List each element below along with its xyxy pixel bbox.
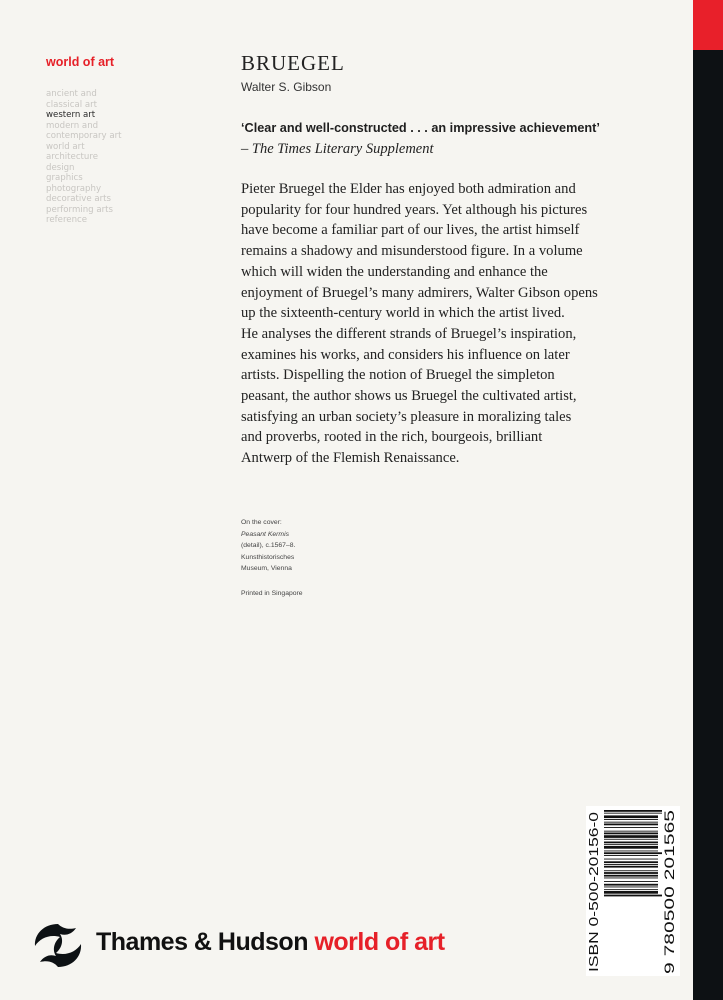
category-item: reference [46, 215, 88, 225]
barcode-bar [604, 891, 658, 894]
category-item-active: western art [46, 110, 96, 120]
barcode-graphic [586, 806, 680, 976]
blurb-line: Antwerp of the Flemish Renaissance. [241, 450, 460, 467]
review-source [241, 141, 434, 158]
review-publication: The Times Literary Supplement [251, 141, 434, 157]
barcode-bar [604, 864, 658, 865]
blurb-line: peasant, the author shows us Bruegel the cultivated artist, [241, 388, 577, 405]
cover-credit-line: Kunsthistorisches [241, 553, 295, 561]
series-category-list [46, 89, 206, 226]
review-dash: – [241, 141, 252, 157]
blurb-line: up the sixteenth-century world in which the artist lived. [241, 305, 565, 322]
review-quote: ‘Clear and well-constructed . . . an impressive achievement’ [241, 121, 600, 135]
barcode-bar [604, 870, 658, 871]
category-item: architecture [46, 152, 98, 162]
category-item: performing arts [46, 204, 113, 215]
blurb-line: have become a familiar part of our lives, the artist himself [241, 222, 580, 239]
barcode-bar [604, 852, 662, 854]
barcode-bar [604, 819, 658, 820]
blurb-line: satisfying an urban society’s pleasure in moralizing tales [241, 408, 572, 425]
blurb-line: and proverbs, rooted in the rich, bourgeois, brilliant [241, 429, 543, 446]
blurb-line: remains a shadowy and misunderstood figure. In a volume [241, 243, 583, 260]
barcode-bar [604, 824, 658, 826]
blurb-line: examines his works, and considers his influence on later [241, 346, 570, 363]
category-item: graphics [46, 173, 83, 183]
category-item: contemporary art [46, 131, 122, 141]
category-item: modern and [46, 120, 99, 131]
publisher-wordmark [96, 928, 445, 957]
spine-red-band [693, 0, 723, 50]
barcode-bar [604, 827, 658, 828]
book-title: BRUEGEL [241, 51, 345, 75]
isbn-barcode [586, 806, 680, 976]
barcode-bar [604, 844, 658, 845]
barcode-bar [604, 861, 658, 863]
printed-in: Printed in Singapore [241, 590, 303, 597]
barcode-bar [604, 889, 658, 890]
barcode-bar [604, 895, 662, 897]
barcode-bar [604, 815, 658, 818]
barcode-bar [604, 813, 662, 814]
publisher-series-name: world of art [314, 928, 445, 956]
blurb-line: which will widen the understanding and enhance the [241, 263, 548, 280]
isbn-number: ISBN 0-500-20156-0 [587, 857, 601, 972]
barcode-bar [604, 884, 658, 886]
blurb-line: Pieter Bruegel the Elder has enjoyed both admiration and [241, 181, 576, 197]
barcode-bar [604, 839, 658, 840]
cover-credit-line: Museum, Vienna [241, 565, 292, 572]
barcode-bar [604, 846, 658, 849]
barcode-bar [604, 866, 658, 868]
barcode-digits: 9 780500 201565 [661, 865, 677, 974]
cover-credit-line: On the cover: [241, 519, 282, 526]
barcode-bar [604, 859, 658, 860]
barcode-bar [604, 887, 658, 888]
barcode-bar [604, 842, 658, 844]
barcode-bar [604, 878, 658, 879]
category-item: decorative arts [46, 194, 112, 204]
book-spine [693, 0, 723, 1000]
cover-credit [241, 517, 295, 575]
category-item: ancient and [46, 89, 97, 99]
cover-artwork-title: Peasant Kermis [241, 530, 289, 538]
barcode-bar [604, 872, 658, 874]
series-label: world of art [46, 55, 115, 69]
publisher-name: Thames & Hudson [96, 928, 308, 956]
book-blurb [241, 179, 681, 469]
barcode-bar [604, 881, 658, 882]
category-item: photography [46, 183, 102, 194]
barcode-bar [604, 851, 658, 852]
barcode-bar [604, 875, 658, 877]
barcode-bar [604, 855, 658, 856]
barcode-bar [604, 831, 658, 832]
barcode-bar [604, 822, 658, 823]
barcode-bar [604, 810, 662, 812]
blurb-line: He analyses the different strands of Bruegel’s inspiration, [241, 325, 577, 342]
category-item: world art [46, 141, 85, 152]
category-item: design [46, 162, 75, 173]
thames-hudson-dolphins-logo [30, 920, 86, 970]
barcode-bar [604, 833, 658, 835]
publisher-imprint [30, 920, 510, 970]
cover-credit-line: (detail), c.1567–8. [241, 542, 296, 549]
barcode-bar [604, 835, 658, 838]
blurb-line: artists. Dispelling the notion of Bruegel the simpleton [241, 367, 555, 384]
blurb-line: popularity for four hundred years. Yet although his pictures [241, 201, 588, 218]
blurb-line: enjoyment of Bruegel’s many admirers, Walter Gibson opens [241, 284, 598, 301]
category-item: classical art [46, 99, 98, 110]
book-author: Walter S. Gibson [241, 80, 332, 94]
